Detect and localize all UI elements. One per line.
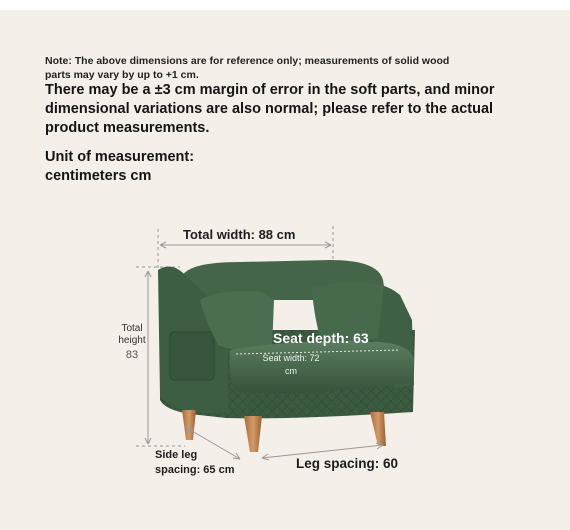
reference-note: Note: The above dimensions are for reference only; measurements of solid wood parts may vary by up to +1 cm. bbox=[45, 55, 450, 81]
unit-note: Unit of measurement: centimeters cm bbox=[45, 149, 195, 184]
front-right-leg bbox=[370, 412, 386, 446]
total-height-value: 83 bbox=[125, 349, 139, 361]
seat-width-label: Seat width: 72 cm bbox=[262, 353, 320, 376]
error-margin-note: There may be a ±3 cm margin of error in the soft parts, and minor dimensional variations are also normal; please refer to the actual product measurements. bbox=[45, 82, 495, 136]
side-leg-spacing-label: Side leg spacing: 65 cm bbox=[155, 449, 235, 476]
total-height-label: Total height bbox=[118, 323, 146, 346]
leg-spacing-label: Leg spacing: 60 bbox=[296, 456, 399, 471]
seat-depth-label: Seat depth: 63 bbox=[273, 330, 369, 346]
back-left-leg bbox=[182, 410, 196, 440]
front-left-leg bbox=[244, 416, 262, 452]
total-width-label: Total width: 88 cm bbox=[183, 227, 296, 242]
left-arm-pocket bbox=[170, 332, 214, 380]
